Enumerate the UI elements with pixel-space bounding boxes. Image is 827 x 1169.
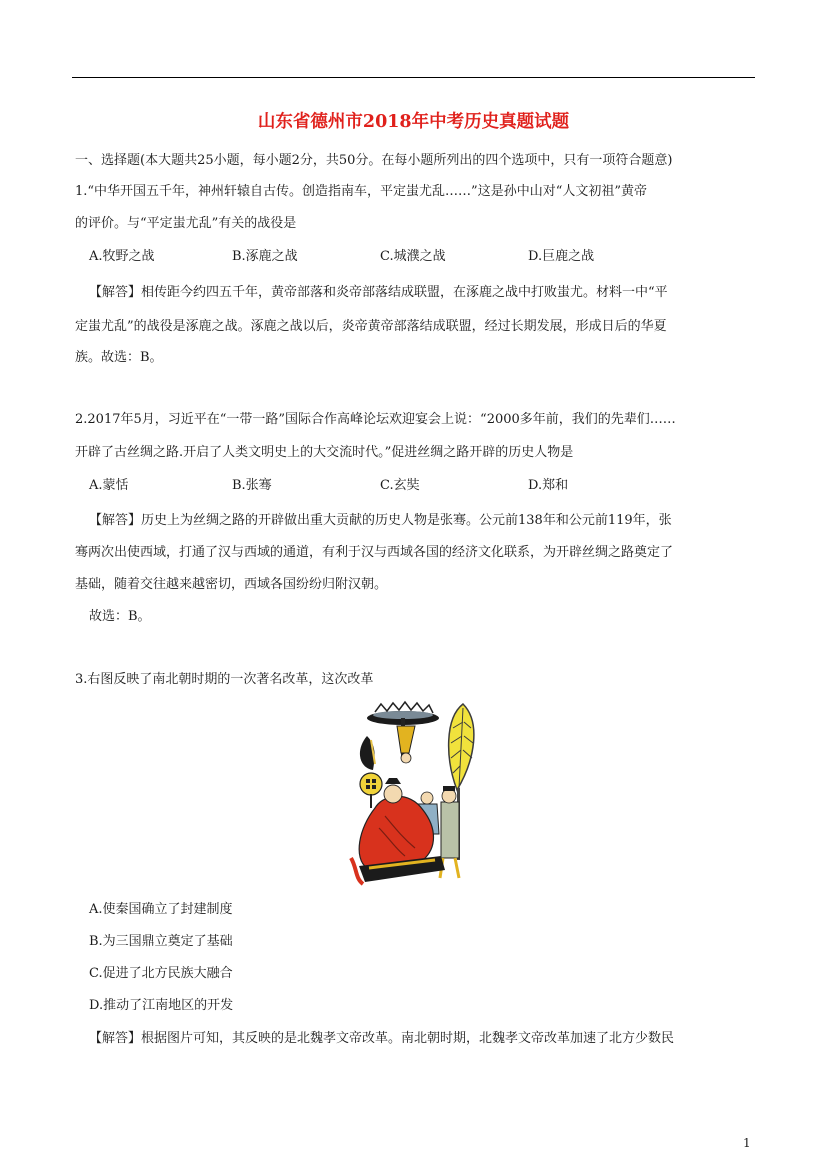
q2-option-a: A.蒙恬 bbox=[89, 478, 129, 493]
q3-option-d: D.推动了江南地区的开发 bbox=[89, 998, 234, 1013]
q1-option-a: A.牧野之战 bbox=[89, 249, 155, 264]
q3-option-b: B.为三国鼎立奠定了基础 bbox=[89, 934, 233, 949]
q1-stem-line-2: 的评价。与“平定蚩尤乱”有关的战役是 bbox=[75, 216, 297, 231]
q1-answer-line-2: 定蚩尤乱”的战役是涿鹿之战。涿鹿之战以后，炎帝黄帝部落结成联盟，经过长期发展，形成日后的华夏 bbox=[75, 319, 667, 334]
q2-stem-line-1: 2.2017年5月，习近平在“一带一路”国际合作高峰论坛欢迎宴会上说：“2000多年前，我们的先辈们…… bbox=[75, 412, 676, 427]
q2-answer-line-2: 骞两次出使西域，打通了汉与西域的通道，有利于汉与西域各国的经济文化联系，为开辟丝绸之路奠定了 bbox=[75, 545, 674, 560]
q3-answer-line-1: 【解答】根据图片可知，其反映的是北魏孝文帝改革。南北朝时期，北魏孝文帝改革加速了北方少数民 bbox=[89, 1031, 675, 1046]
header-rule bbox=[72, 77, 755, 78]
q1-option-b: B.涿鹿之战 bbox=[232, 249, 298, 264]
q2-answer-line-3: 基础，随着交往越来越密切，西域各国纷纷归附汉朝。 bbox=[75, 577, 388, 592]
q3-stem: 3.右图反映了南北朝时期的一次著名改革，这次改革 bbox=[75, 672, 374, 687]
q2-option-d: D.郑和 bbox=[528, 478, 569, 493]
q2-stem-line-2: 开辟了古丝绸之路.开启了人类文明史上的大交流时代。”促进丝绸之路开辟的历史人物是 bbox=[75, 445, 574, 460]
q3-option-a: A.使秦国确立了封建制度 bbox=[89, 902, 233, 917]
emperor-illustration bbox=[345, 698, 490, 888]
page-title: 山东省德州市2018年中考历史真题试题 bbox=[257, 112, 570, 132]
q1-option-c: C.城濮之战 bbox=[380, 249, 446, 264]
q1-stem-line-1: 1.“中华开国五千年，神州轩辕自古传。创造指南车，平定蚩尤乱……”这是孙中山对“人文初祖”黄帝 bbox=[75, 184, 647, 199]
section-header: 一、选择题(本大题共25小题，每小题2分，共50分。在每小题所列出的四个选项中，只有一项符合题意) bbox=[75, 153, 673, 168]
q1-option-d: D.巨鹿之战 bbox=[528, 249, 595, 264]
page-number: 1 bbox=[743, 1136, 751, 1150]
q1-answer-line-1: 【解答】相传距今约四五千年，黄帝部落和炎帝部落结成联盟，在涿鹿之战中打败蚩尤。材料一中“平 bbox=[89, 285, 668, 300]
q2-answer-line-1: 【解答】历史上为丝绸之路的开辟做出重大贡献的历史人物是张骞。公元前138年和公元前119年，张 bbox=[89, 513, 672, 528]
q1-answer-line-3: 族。故选：B。 bbox=[75, 350, 163, 365]
q2-answer-line-4: 故选：B。 bbox=[89, 609, 151, 624]
q3-option-c: C.促进了北方民族大融合 bbox=[89, 966, 233, 981]
q2-option-b: B.张骞 bbox=[232, 478, 272, 493]
q2-option-c: C.玄奘 bbox=[380, 478, 420, 493]
